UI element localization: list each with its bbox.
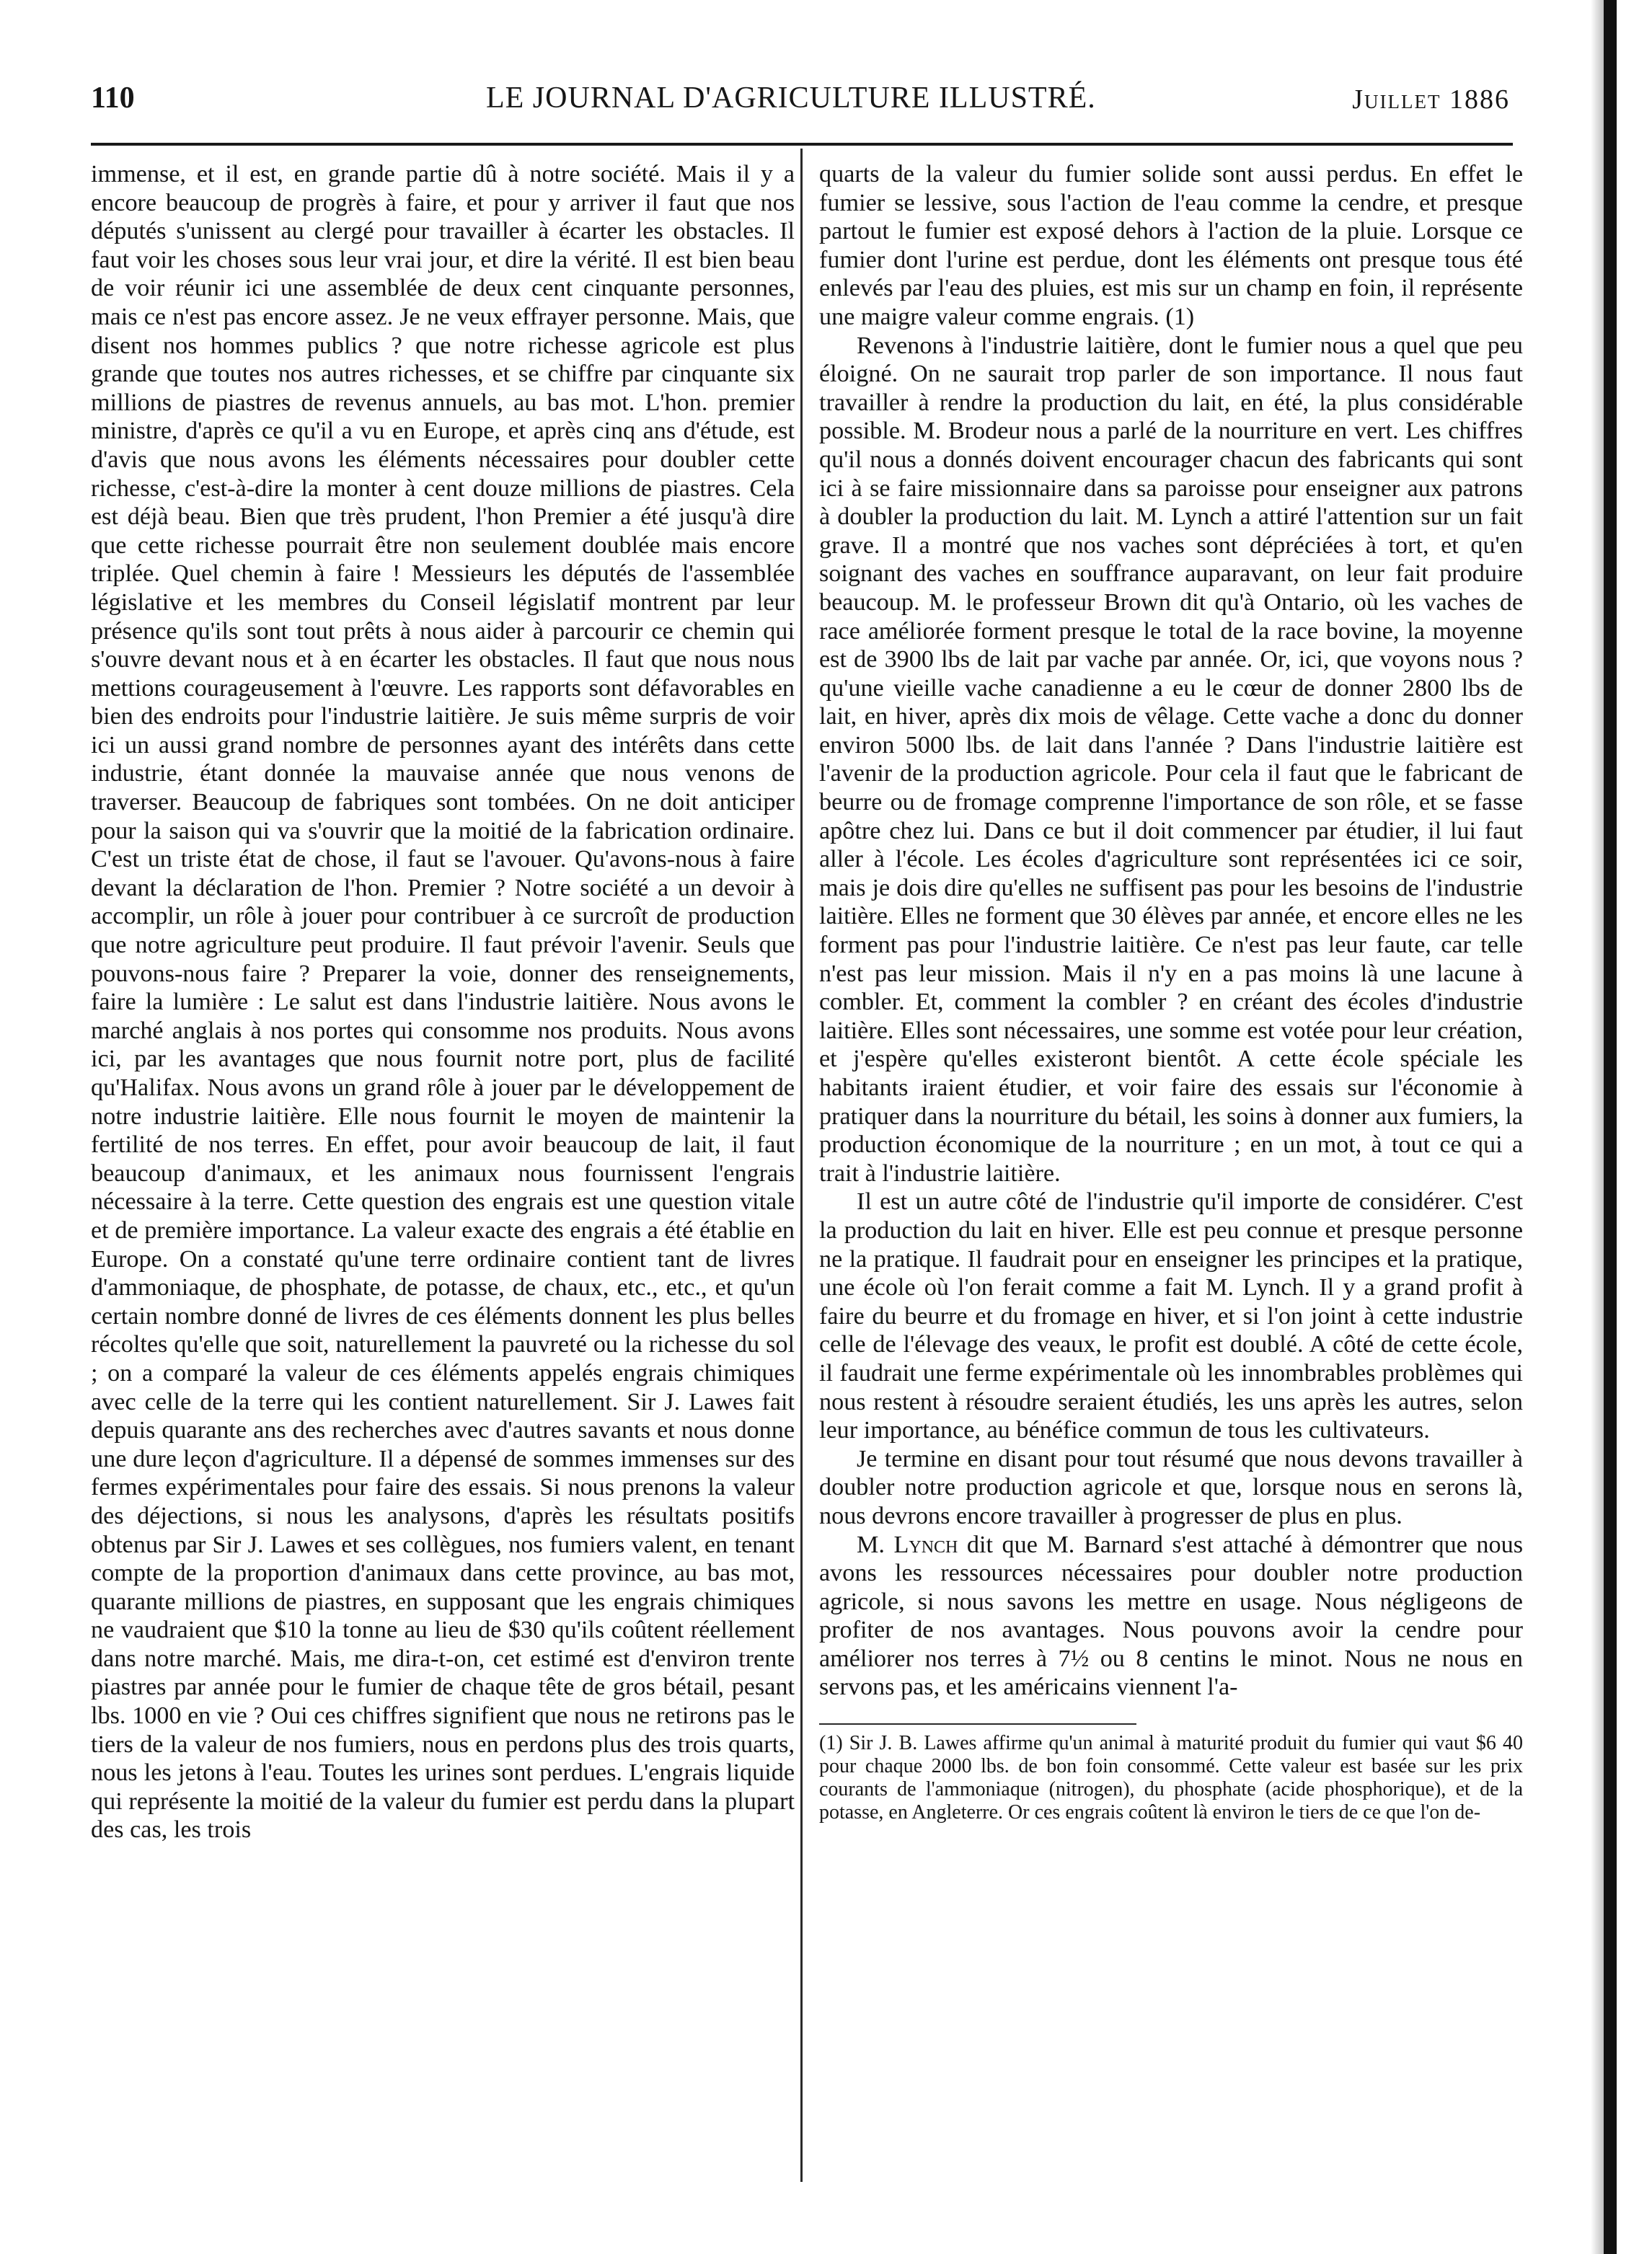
speaker-text: dit que M. Barnard s'est attaché à démontrer que nous avons les ressources nécessaires pour doubler notre production agricole, si nous savons les mettre en usage. Nous négligeons de profiter de nos avantages. Nous pouvons avoir la cendre pour améliorer nos terres à 7½ ou 8 centins le minot. Nous ne nous en servons pas, et les américains viennent l'a-: [819, 1531, 1524, 1701]
right-paragraph-5: [819, 1531, 1523, 1702]
footnote-rule: [819, 1723, 1136, 1725]
page-number: 110: [91, 81, 135, 115]
right-column: [819, 160, 1523, 1824]
footnote: (1) Sir J. B. Lawes affirme qu'un animal à maturité produit du fumier qui vaut $6 40 pour chaque 2000 lbs. de bon foin consommé. Cette valeur est basée sur les prix courants de l'ammoniaque (nitrogen), du phosphate (acide phosphorique), et de la potasse, en Angleterre. Or ces engrais coûtent là environ le tiers de ce que l'on de-: [819, 1732, 1523, 1824]
right-paragraph-3: Il est un autre côté de l'industrie qu'il importe de considérer. C'est la production du lait en hiver. Elle est peu connue et presque personne ne la pratique. Il faudrait pour en enseigner les principes et la pratique, une école où l'on ferait comme a fait M. Lynch. Il y a grand profit à faire du beurre et du fromage en hiver, et si l'on joint à cette industrie celle de l'élevage des veaux, le profit est doublé. A côté de cette école, il faudrait une ferme expérimentale où les innombrables problèmes qui nous restent à résoudre seraient étudiés, les uns après les autres, selon leur importance, au bénéfice commun de tous les cultivateurs.: [819, 1188, 1523, 1444]
scan-edge-shadow: [1591, 0, 1604, 2254]
journal-title: LE JOURNAL D'AGRICULTURE ILLUSTRÉ.: [486, 81, 1096, 115]
issue-date: Juillet 1886: [1352, 84, 1510, 115]
column-divider: [800, 149, 803, 2182]
left-paragraph-1: immense, et il est, en grande partie dû à notre société. Mais il y a encore beaucoup de progrès à faire, et pour y arriver il faut que nos députés s'unissent au clergé pour travailler à écarter les obstacles. Il faut voir les choses sous leur vrai jour, et dire la vérité. Il est bien beau de voir réunir ici une assemblée de deux cent cinquante personnes, mais ce n'est pas encore assez. Je ne veux effrayer personne. Mais, que disent nos hommes publics ? que notre richesse agricole est plus grande que toutes nos autres richesses, et se chiffre par cinquante six millions de piastres de revenus annuels, au bas mot. L'hon. premier ministre, d'après ce qu'il a vu en Europe, et après cinq ans d'étude, est d'avis que nous avons les éléments nécessaires pour doubler cette richesse, c'est-à-dire la monter à cent douze millions de piastres. Cela est déjà beau. Bien que très prudent, l'hon Premier a été jusqu'à dire que cette richesse pourrait être non seulement doublée mais encore triplée. Quel chemin à faire ! Messieurs les députés de l'assemblée législative et les membres du Conseil législatif montrent par leur présence qu'ils sont tout prêts à nous aider à parcourir ce chemin qui s'ouvre devant nous et à en écarter les obstacles. Il faut que nous nous mettions courageusement à l'œuvre. Les rapports sont défavorables en bien des endroits pour l'industrie laitière. Je suis même surpris de voir ici un aussi grand nombre de personnes ayant des intérêts dans cette industrie, étant donnée la mauvaise année que nous venons de traverser. Beaucoup de fabriques sont tombées. On ne doit anticiper pour la saison qui va s'ouvrir que la moitié de la fabrication ordinaire. C'est un triste état de chose, il faut se l'avouer. Qu'avons-nous à faire devant la déclaration de l'hon. Premier ? Notre société a un devoir à accomplir, un rôle à jouer pour contribuer à ce surcroît de production que notre agriculture peut produire. Il faut prévoir l'avenir. Seuls que pouvons-nous faire ? Preparer la voie, donner des renseignements, faire la lumière : Le salut est dans l'industrie laitière. Nous avons le marché anglais à nos portes qui consomme nos produits. Nous avons ici, par les avantages que nous fournit notre port, plus de facilité qu'Halifax. Nous avons un grand rôle à jouer par le développement de notre industrie laitière. Elle nous fournit le moyen de maintenir la fertilité de nos terres. En effet, pour avoir beaucoup de lait, il faut beaucoup d'animaux, et les animaux nous fournissent l'engrais nécessaire à la terre. Cette question des engrais est une question vitale et de première importance. La valeur exacte des engrais a été établie en Europe. On a constaté qu'une terre ordinaire contient tant de livres d'ammoniaque, de phosphate, de potasse, de chaux, etc., etc., et qu'un certain nombre donné de livres de ces éléments donnent les plus belles récoltes qu'elle que soit, naturellement la pauvreté ou la richesse du sol ; on a comparé la valeur de ces éléments appelés engrais chimiques avec celle de la terre qui les contient naturellement. Sir J. Lawes fait depuis quarante ans des recherches avec d'autres savants et nous donne une dure leçon d'agriculture. Il a dépensé de sommes immenses sur des fermes expérimentales pour faire des essais. Si nous prenons la valeur des déjections, si nous les analysons, d'après les résultats positifs obtenus par Sir J. Lawes et ses collègues, nos fumiers valent, en tenant compte de la proportion d'animaux dans cette province, au bas mot, quarante millions de piastres, en supposant que les engrais chimiques ne vaudraient que $10 la tonne au lieu de $30 qu'ils coûtent réellement dans notre marché. Mais, me dira-t-on, cet estimé est d'environ trente piastres par année pour le fumier de chaque tête de gros bétail, pesant lbs. 1000 en vie ? Oui ces chiffres signifient que nous ne retirons pas le tiers de la valeur de nos fumiers, nous en perdons plus des trois quarts, nous les jetons à l'eau. Toutes les urines sont perdues. L'engrais liquide qui représente la moitié de la valeur du fumier est perdu dans la plupart des cas, les trois: [91, 161, 795, 1844]
page-header: [91, 81, 1510, 124]
right-paragraph-4: Je termine en disant pour tout résumé que nous devons travailler à doubler notre production agricole et que, lorsque nous en serons là, nous devrons encore travailler à progresser de plus en plus.: [819, 1445, 1523, 1529]
right-paragraph-2: Revenons à l'industrie laitière, dont le fumier nous a quel que peu éloigné. On ne saurait trop parler de son importance. Il nous faut travailler à rendre la production du lait, en été, la plus considérable possible. M. Brodeur nous a parlé de la nourriture en vert. Les chiffres qu'il nous a donnés doivent encourager chacun des fabricants qui sont ici à se faire missionnaire dans sa paroisse pour enseigner aux patrons à doubler la production du lait. M. Lynch a attiré l'attention sur un fait grave. Il a montré que nos vaches sont dépréciées à tort, et qu'en soignant des vaches en souffrance auparavant, on leur fait produire beaucoup. M. le professeur Brown dit qu'à Ontario, où les vaches de race améliorée forment presque le total de la race bovine, la moyenne est de 3900 lbs de lait par vache par année. Or, ici, que voyons nous ? qu'une vieille vache canadienne a eu le cœur de donner 2800 lbs de lait, en hiver, après dix mois de vêlage. Cette vache a donc du donner environ 5000 lbs. de lait dans l'année ? Dans l'industrie laitière est l'avenir de la production agricole. Pour cela il faut que le fabricant de beurre ou de fromage comprenne l'importance de son rôle, et se fasse apôtre chez lui. Dans ce but il doit commencer par étudier, il lui faut aller à l'école. Les écoles d'agriculture sont représentées ici ce soir, mais je dois dire qu'elles ne suffisent pas pour les besoins de l'industrie laitière. Elles ne forment que 30 élèves par année, et encore elles ne les forment pas pour l'industrie laitière. Ce n'est pas leur faute, car telle n'est pas leur mission. Mais il n'y en a pas moins là une lacune à combler. Et, comment la combler ? en créant des écoles d'industrie laitière. Elles sont nécessaires, une somme est votée pour leur création, et j'espère qu'elles existeront bientôt. A cette école spéciale les habitants iraient étudier, et voir faire des essais sur l'économie à pratiquer dans la nourriture du bétail, les soins à donner aux fumiers, la production économique de la nourriture ; en un mot, à tout ce qui a trait à l'industrie laitière.: [819, 332, 1523, 1187]
scan-edge-bar: [1604, 0, 1617, 2254]
speaker-name: M. Lynch: [857, 1531, 958, 1558]
left-column: [91, 160, 795, 1844]
right-paragraph-1: quarts de la valeur du fumier solide sont aussi perdus. En effet le fumier se lessive, sous l'action de l'eau comme la cendre, et presque partout le fumier est exposé dehors à l'action de la pluie. Lorsque ce fumier dont l'urine est perdue, dont les éléments ont presque tous été enlevés par l'eau des pluies, est mis sur un champ en foin, il représente une maigre valeur comme engrais. (1): [819, 161, 1523, 330]
header-rule: [91, 143, 1513, 146]
